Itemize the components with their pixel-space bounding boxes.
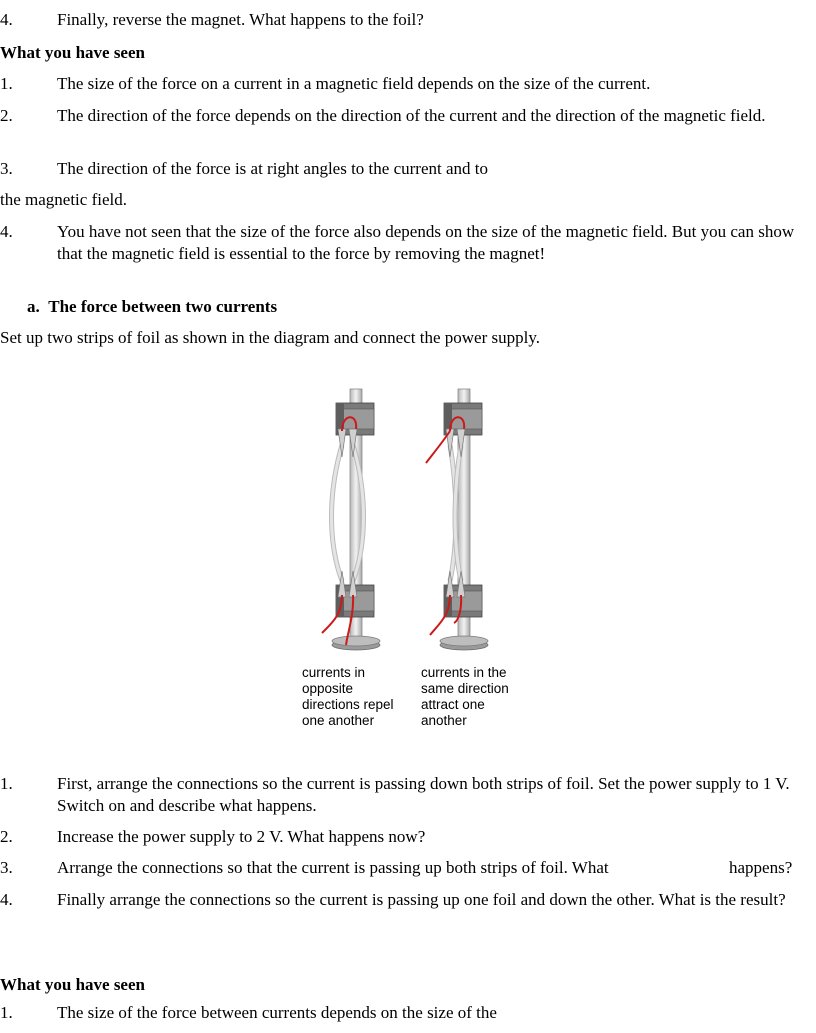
caption-line: currents in <box>302 665 366 680</box>
item-number: 1. <box>0 1003 13 1022</box>
caption-line: same direction <box>421 681 509 696</box>
section-label: a. <box>27 297 40 316</box>
item-text: Increase the power supply to 2 V. What happens now? <box>57 827 426 846</box>
caption-line: currents in the <box>421 665 507 680</box>
item-text: You have not seen that the size of the force also depends on the size of the magnetic field. But you can show that the magnetic field is essential to the force by removing the magnet! <box>57 222 795 263</box>
item-number: 4. <box>0 10 13 29</box>
right-top-wire-2 <box>426 431 450 463</box>
item-number: 1. <box>0 74 13 93</box>
item-text: First, arrange the connections so the current is passing down both strips of foil. Set the power supply to 1 V. Switch on and describe what happens. <box>57 774 790 815</box>
item-text: The direction of the force depends on the direction of the current and the direction of the magnetic field. <box>57 106 766 125</box>
caption-line: directions repel <box>302 697 394 712</box>
caption-line: another <box>421 713 467 728</box>
item-text-end: happens? <box>729 858 793 877</box>
caption-line: attract one <box>421 697 485 712</box>
item-text: The size of the force between currents depends on the size of the <box>57 1003 497 1022</box>
item-text: The size of the force on a current in a magnetic field depends on the size of the current. <box>57 74 651 93</box>
item-number: 4. <box>0 890 13 909</box>
section-heading: What you have seen <box>0 43 145 62</box>
section-heading: What you have seen <box>0 975 145 994</box>
continuation-text: the magnetic field. <box>0 190 127 209</box>
item-number: 4. <box>0 222 13 241</box>
right-apparatus <box>426 389 488 650</box>
section-title <box>27 296 277 318</box>
item-text: Finally, reverse the magnet. What happens to the foil? <box>57 10 424 29</box>
foil-strips-diagram <box>292 383 532 663</box>
item-text: Finally arrange the connections so the current is passing up one foil and down the other. What is the result? <box>57 890 786 909</box>
section-title-text: The force between two currents <box>48 297 278 316</box>
item-number: 1. <box>0 774 13 793</box>
intro-text: Set up two strips of foil as shown in the diagram and connect the power supply. <box>0 328 540 347</box>
item-number: 3. <box>0 858 13 877</box>
item-text: Arrange the connections so that the current is passing up both strips of foil. What <box>57 858 609 877</box>
caption-right <box>421 665 509 729</box>
item-text: The direction of the force is at right angles to the current and to <box>57 159 488 178</box>
left-apparatus <box>322 389 380 650</box>
caption-line: one another <box>302 713 375 728</box>
item-number: 3. <box>0 159 13 178</box>
caption-left <box>302 665 394 729</box>
item-number: 2. <box>0 827 13 846</box>
caption-line: opposite <box>302 681 354 696</box>
item-number: 2. <box>0 106 13 125</box>
